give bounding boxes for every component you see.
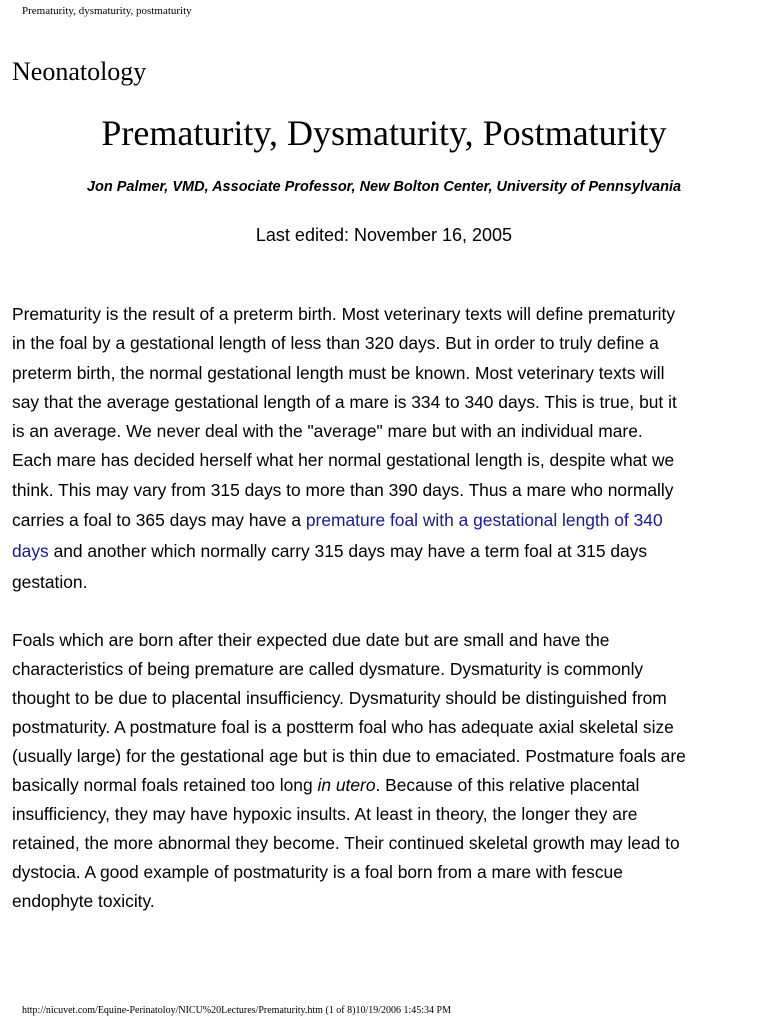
- paragraph-line: postmaturity. A postmature foal is a postterm foal who has adequate axial skeletal size: [12, 717, 674, 737]
- paragraph-line: [12, 505, 760, 536]
- paragraph-line: dystocia. A good example of postmaturity is a foal born from a mare with fescue: [12, 862, 623, 882]
- in-utero-italic: in utero: [317, 775, 376, 795]
- paragraph-text: basically normal foals retained too long: [12, 775, 318, 795]
- paragraph-line: gestation.: [12, 572, 88, 593]
- paragraph-line: [12, 771, 760, 800]
- paragraph-line: Foals which are born after their expected due date but are small and have the: [12, 630, 610, 650]
- paragraph-line: characteristics of being premature are called dysmature. Dysmaturity is commonly: [12, 659, 644, 679]
- paragraph-line: Prematurity is the result of a preterm birth. Most veterinary texts will define prematurity: [12, 304, 676, 324]
- section-title: Neonatology: [12, 57, 147, 86]
- paragraph-line: insufficiency, they may have hypoxic insults. At least in theory, the longer they are: [12, 804, 638, 824]
- paragraph-line: (usually large) for the gestational age but is thin due to emaciated. Postmature foals are: [12, 746, 686, 766]
- premature-foal-link[interactable]: premature foal with a gestational length of 340: [305, 510, 663, 531]
- paragraph-line: thought to be due to placental insufficiency. Dysmaturity should be distinguished from: [12, 688, 667, 708]
- paragraph-text: . Because of this relative placental: [375, 775, 640, 795]
- page-title: Prematurity, Dysmaturity, Postmaturity: [101, 113, 667, 153]
- paragraph-prematurity: [12, 300, 760, 598]
- paragraph-line: retained, the more abnormal they become. Their continued skeletal growth may lead to: [12, 833, 680, 853]
- paragraph-line: is an average. We never deal with the "average" mare but with an individual mare.: [12, 421, 643, 442]
- premature-foal-link-continued[interactable]: days: [12, 541, 49, 562]
- paragraph-text: carries a foal to 365 days may have a: [12, 510, 306, 531]
- print-header: Prematurity, dysmaturity, postmaturity: [22, 5, 192, 17]
- paragraph-line: say that the average gestational length of a mare is 334 to 340 days. This is true, but it: [12, 391, 677, 412]
- author-byline: Jon Palmer, VMD, Associate Professor, New Bolton Center, University of Pennsylvania: [86, 179, 682, 195]
- paragraph-line: endophyte toxicity.: [12, 891, 155, 911]
- paragraph-line: preterm birth, the normal gestational length must be known. Most veterinary texts will: [12, 362, 665, 383]
- print-footer-url: http://nicuvet.com/Equine-Perinatoloy/NICU%20Lectures/Prematurity.htm (1 of 8)10/19/2006 1:45:34 PM: [22, 1005, 452, 1016]
- paragraph-text: and another which normally carry 315 days may have a term foal at 315 days: [48, 541, 648, 562]
- paragraph-dysmaturity: [12, 626, 760, 916]
- last-edited-date: Last edited: November 16, 2005: [255, 225, 513, 245]
- paragraph-line: in the foal by a gestational length of less than 320 days. But in order to truly define a: [12, 333, 659, 354]
- paragraph-line: Each mare has decided herself what her normal gestational length is, despite what we: [12, 450, 675, 471]
- paragraph-line: [12, 536, 760, 567]
- paragraph-line: think. This may vary from 315 days to more than 390 days. Thus a mare who normally: [12, 479, 674, 500]
